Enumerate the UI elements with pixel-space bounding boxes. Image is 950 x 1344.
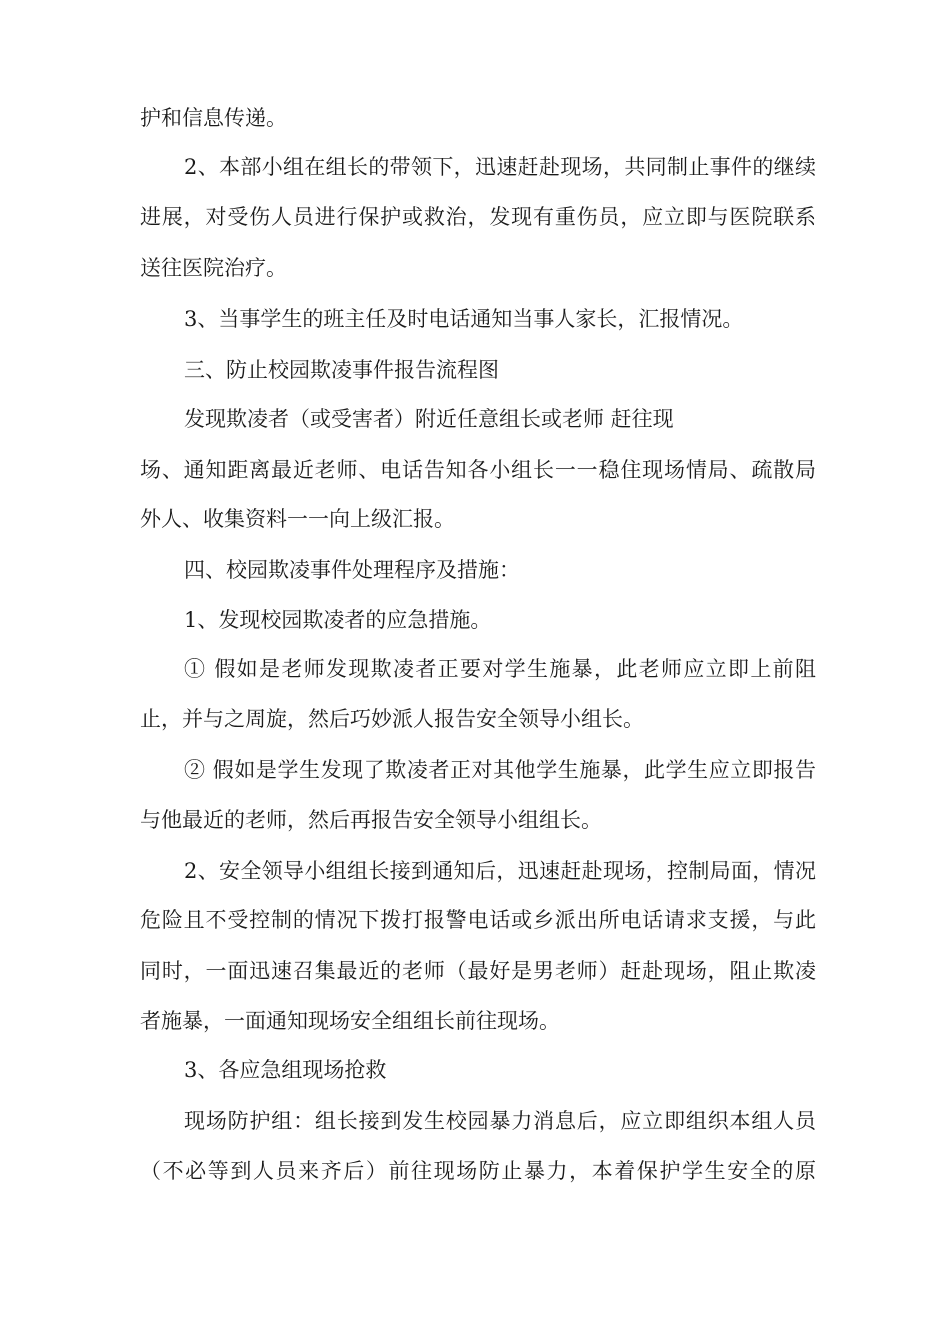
text-line: 送往医院治疗。 [140,256,287,280]
text-line: 危险且不受控制的情况下拨打报警电话或乡派出所电话请求支援，与此 [140,908,816,932]
text-line: 进展，对受伤人员进行保护或救治，发现有重伤员，应立即与医院联系 [140,205,816,229]
text-line: 2、安全领导小组组长接到通知后，迅速赶赴现场，控制局面，情况 [184,859,816,883]
section-heading: 三、防止校园欺凌事件报告流程图 [184,358,499,382]
text-line: 2、本部小组在组长的带领下，迅速赶赴现场，共同制止事件的继续 [184,155,816,179]
section-heading: 四、校园欺凌事件处理程序及措施： [184,558,520,582]
text-line: 场、通知距离最近老师、电话告知各小组长一一稳住现场情局、疏散局 [140,458,816,482]
text-line: 现场防护组：组长接到发生校园暴力消息后，应立即组织本组人员 [184,1109,816,1133]
text-line: 止，并与之周旋，然后巧妙派人报告安全领导小组长。 [140,707,644,731]
text-line: ② 假如是学生发现了欺凌者正对其他学生施暴，此学生应立即报告 [184,758,816,782]
text-line: ① 假如是老师发现欺凌者正要对学生施暴，此老师应立即上前阻 [184,657,816,681]
text-line: 1、发现校园欺凌者的应急措施。 [184,608,492,632]
text-line: 3、各应急组现场抢救 [184,1058,387,1082]
text-line: 同时，一面迅速召集最近的老师（最好是男老师）赶赴现场，阻止欺凌 [140,959,816,983]
text-line: 发现欺凌者（或受害者）附近任意组长或老师 赶往现 [184,407,674,431]
text-line: （不必等到人员来齐后）前往现场防止暴力，本着保护学生安全的原 [140,1159,816,1183]
text-line: 者施暴，一面通知现场安全组组长前往现场。 [140,1009,560,1033]
text-line: 与他最近的老师，然后再报告安全领导小组组长。 [140,808,602,832]
text-line: 外人、收集资料一一向上级汇报。 [140,507,455,531]
text-line: 3、当事学生的班主任及时电话通知当事人家长，汇报情况。 [184,307,744,331]
text-line: 护和信息传递。 [140,106,287,130]
